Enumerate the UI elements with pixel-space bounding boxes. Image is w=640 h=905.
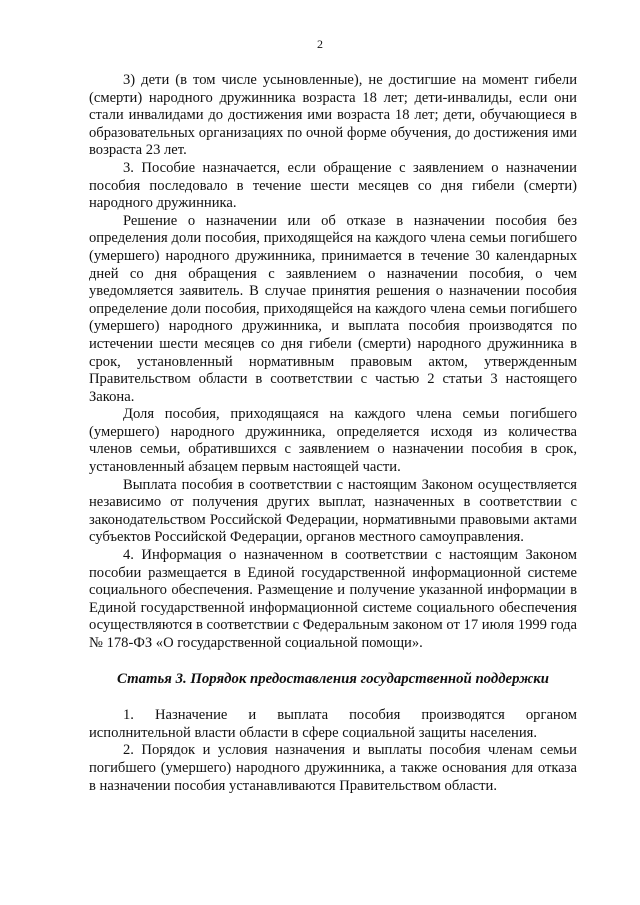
paragraph-children-clause: 3) дети (в том числе усыновленные), не достигшие на момент гибели (смерти) народного дружинника возраста 18 лет; дети-инвалиды, если они стали инвалидами до достижения ими возраста 18 лет; дети, обучающиеся в образовательных организациях по очной форме обучения, до достижения ими возраста 23 лет. xyxy=(89,72,577,159)
paragraph-decision-procedure: Решение о назначении или об отказе в назначении пособия без определения доли пособия, приходящейся на каждого члена семьи погибшего (умершего) народного дружинника, принимается в течение 30 календарных дней со дня обращения с заявлением о назначении пособия, о чем уведомляется заявитель. В случае принятия решения о назначении пособия определение доли пособия, приходящейся на каждого члена семьи погибшего (умершего) народного дружинника, и выплата пособия производятся по истечении шести месяцев со дня гибели (смерти) народного дружинника в срок, установленный нормативным правовым актом, утвержденным Правительством области в соответствии с частью 2 статьи 3 настоящего Закона. xyxy=(89,212,577,405)
paragraph-assignment-authority: 1. Назначение и выплата пособия производятся органом исполнительной власти области в сфере социальной защиты населения. xyxy=(89,707,577,741)
paragraph-benefit-share: Доля пособия, приходящаяся на каждого члена семьи погибшего (умершего) народного дружинника, определяется исходя из количества членов семьи, обратившихся с заявлением о назначении пособия в срок, установленный абзацем первым настоящей части. xyxy=(89,406,577,476)
paragraph-payment-independence: Выплата пособия в соответствии с настоящим Законом осуществляется независимо от получения других выплат, назначенных в соответствии с законодательством Российской Федерации, нормативными правовыми актами субъектов Российской Федерации, органов местного самоуправления. xyxy=(89,476,577,546)
page-number: 2 xyxy=(317,37,323,51)
paragraph-application-deadline: 3. Пособие назначается, если обращение с заявлением о назначении пособия последовало в течение шести месяцев со дня гибели (смерти) народного дружинника. xyxy=(89,159,577,212)
paragraph-procedure-conditions: 2. Порядок и условия назначения и выплаты пособия членам семьи погибшего (умершего) народного дружинника, а также основания для отказа в назначении пособия устанавливаются Правительством области. xyxy=(89,742,577,794)
article-heading-block xyxy=(89,671,577,689)
paragraph-information-system: 4. Информация о назначенном в соответствии с настоящим Законом пособии размещается в Единой государственной информационной системе социального обеспечения. Размещение и получение указанной информации в Единой государственной информационной системе социального обеспечения осуществляются в соответствии с Федеральным законом от 17 июля 1999 года № 178-ФЗ «О государственной социальной помощи». xyxy=(89,547,578,651)
document-body xyxy=(89,72,577,795)
article-heading: Статья 3. Порядок предоставления государственной поддержки xyxy=(117,670,549,687)
